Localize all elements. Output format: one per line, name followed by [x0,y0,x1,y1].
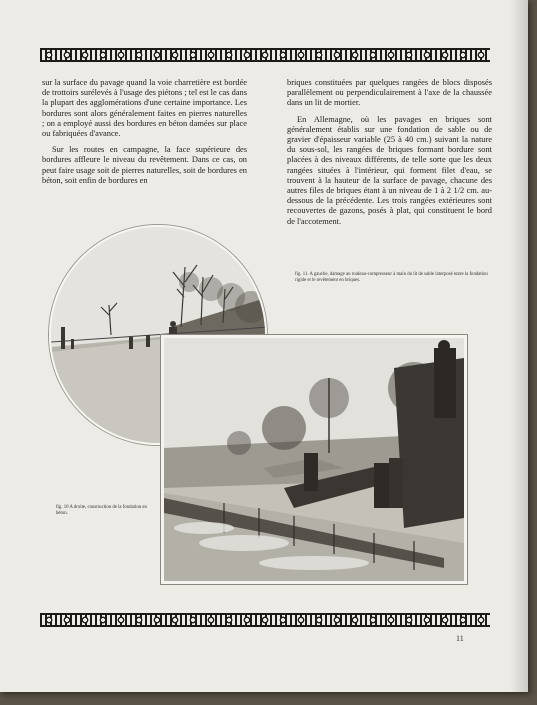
right-paragraph-2: En Allemagne, où les pavages en briques sont généralement établis sur une fondation de sable ou de gravier d'épaisseur variable (25 à 40 cm.) suivant la nature du sous-sol, les rangées de briques formant bordure sont placées à des niveaux différents, de telle sorte que les deux rangées situées à l'intérieur, qui forment filet d'eau, se trouvent à la hauteur de la surface de pavage, chacune des autres files de briques étant à un niveau de 1 à 2 1/2 cm. au-dessous de la précédente. Les trois rangées extérieures sont recouvertes de gazons, posés à plat, qui constituent le bord de l'accotement. [287,114,492,226]
top-ornamental-border [40,48,490,62]
left-paragraph-1: sur la surface du pavage quand la voie charretière est bordée de trottoirs surélevés à l'usage des piétons ; tel est le cas dans la plupart des agglomérations d'une certaine importance. Les bordures sont alors généralement faites en pierres naturelles ; on a employé aussi des bordures en béton damées sur place ou fabriquées d'avance. [42,78,247,139]
photo-concrete-foundation [161,335,467,584]
right-paragraph-1: briques constituées par quelques rangées de blocs disposés parallèlement ou perpendiculairement à l'axe de la chaussée dans un lit de mortier. [287,78,492,108]
figure-11-caption: fig. 11. A gauche, damage au rouleau-compresseur à main du lit de sable interposé entre la fondation rigide et le revêtement en briques. [295,272,488,284]
right-text-column [287,78,492,233]
bottom-ornamental-border [40,613,490,627]
page-number: 11 [456,634,464,643]
left-text-column [42,78,247,192]
left-paragraph-2: Sur les routes en campagne, la face supérieure des bordures affleure le niveau du revêtement. Dans ce cas, on peut faire usage soit de pierres naturelles, soit de bordures en béton, soit enfin de bordures en [42,145,247,185]
figure-10-caption: fig. 10 A droite, construction de la fondation en béton. [56,505,147,517]
